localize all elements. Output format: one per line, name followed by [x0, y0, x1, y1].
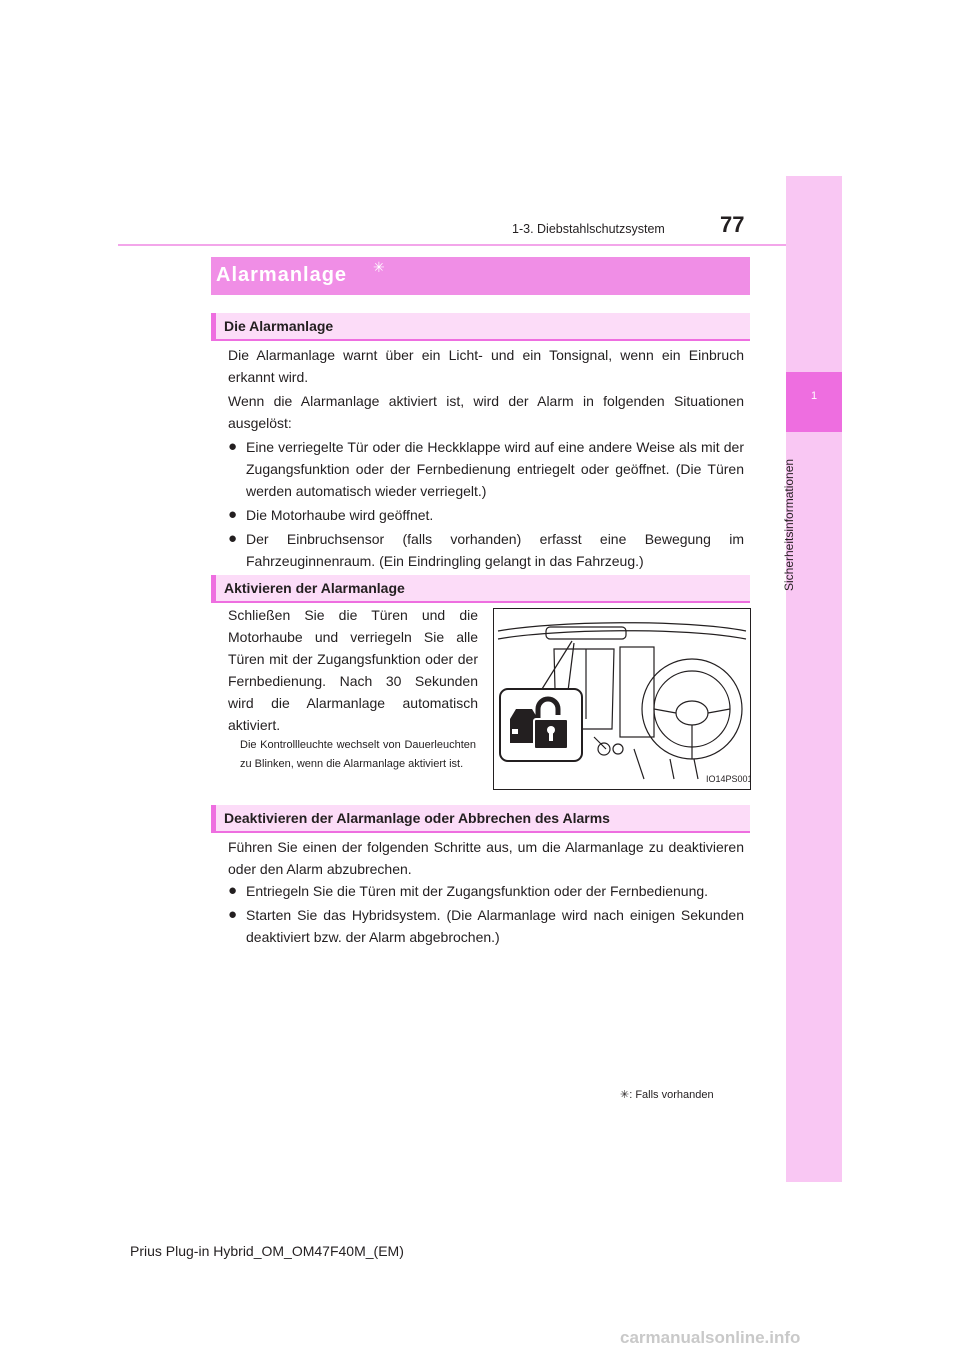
- illustration-code: IO14PS001: [706, 774, 750, 784]
- header-divider: [118, 244, 786, 246]
- bullet-dot-icon: ●: [228, 906, 238, 923]
- chapter-tab-marker: [786, 372, 842, 432]
- chapter-number: 1: [810, 390, 818, 402]
- list-item-text: Starten Sie das Hybridsystem. (Die Alarmanlage wird nach einigen Sekunden deaktiviert bzw. der Alarm abgebrochen.): [246, 907, 744, 945]
- list-item: [228, 880, 744, 902]
- page-number: 77: [720, 212, 745, 237]
- footnote: [620, 1088, 714, 1101]
- activate-note: Die Kontrollleuchte wechselt von Dauerleuchten zu Blinken, wenn die Alarmanlage aktiviert ist.: [240, 739, 476, 770]
- heading-accent: [211, 805, 216, 831]
- heading-alarm: Die Alarmanlage: [224, 318, 334, 334]
- page-title: Alarmanlage: [216, 264, 348, 286]
- dashboard-illustration: [493, 608, 751, 790]
- list-item-text: Die Motorhaube wird geöffnet.: [246, 507, 434, 523]
- bullet-dot-icon: ●: [228, 882, 238, 899]
- list-item: [228, 528, 744, 572]
- heading-bar-alarm: [211, 313, 750, 341]
- bullet-dot-icon: ●: [228, 530, 238, 547]
- heading-activate: Aktivieren der Alarmanlage: [224, 580, 405, 596]
- footnote-text: : Falls vorhanden: [629, 1089, 714, 1101]
- chapter-title: Sicherheitsinformationen: [782, 458, 796, 592]
- heading-bar-deactivate: [211, 805, 750, 833]
- chapter-side-tab: [786, 176, 842, 1182]
- alarm-trigger-text: Wenn die Alarmanlage aktiviert ist, wird der Alarm in folgenden Situationen ausgelöst:: [228, 393, 744, 431]
- heading-deactivate: Deaktivieren der Alarmanlage oder Abbrechen des Alarms: [224, 810, 610, 826]
- heading-accent: [211, 575, 216, 601]
- list-item: [228, 504, 744, 526]
- heading-accent: [211, 313, 216, 339]
- bullet-dot-icon: ●: [228, 438, 238, 455]
- list-item: [228, 904, 744, 948]
- list-item: [228, 436, 744, 502]
- bullet-dot-icon: ●: [228, 506, 238, 523]
- activate-body: Schließen Sie die Türen und die Motorhaube und verriegeln Sie alle Türen mit der Zugangsfunktion oder der Fernbedienung. Nach 30 Sekunden wird die Alarmanlage automatisch aktiviert.: [228, 607, 478, 733]
- list-item-text: Der Einbruchsensor (falls vorhanden) erfasst eine Bewegung im Fahrzeuginnenraum. (Ein Eindringling gelangt in das Fahrzeug.): [246, 531, 744, 569]
- list-item-text: Eine verriegelte Tür oder die Heckklappe wird auf eine andere Weise als mit der Zugangsfunktion oder der Fernbedienung entriegelt oder geöffnet. (Die Türen werden automatisch wieder verriegelt.): [246, 439, 744, 499]
- document-id: Prius Plug-in Hybrid_OM_OM47F40M_(EM): [130, 1243, 404, 1259]
- deactivate-intro: Führen Sie einen der folgenden Schritte aus, um die Alarmanlage zu deaktivieren oder den Alarm abzubrechen.: [228, 839, 744, 877]
- star-icon: ✳: [373, 259, 385, 275]
- alarm-intro: Die Alarmanlage warnt über ein Licht- und ein Tonsignal, wenn ein Einbruch erkannt wird.: [228, 347, 744, 385]
- heading-bar-activate: [211, 575, 750, 603]
- section-title: 1-3. Diebstahlschutzsystem: [512, 222, 665, 236]
- dashboard-drawing: [494, 609, 750, 789]
- watermark: carmanualsonline.info: [620, 1328, 801, 1347]
- list-item-text: Entriegeln Sie die Türen mit der Zugangsfunktion oder der Fernbedienung.: [246, 883, 709, 899]
- star-footnote-icon: ✳: [620, 1089, 630, 1101]
